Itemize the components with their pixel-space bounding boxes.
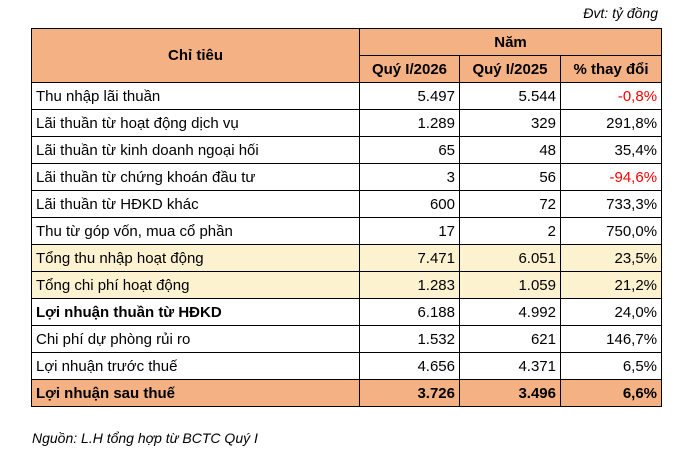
row-q1-2026: 7.471: [360, 245, 460, 272]
row-q1-2025: 56: [460, 164, 561, 191]
row-q1-2026: 600: [360, 191, 460, 218]
row-label: Thu nhập lãi thuần: [32, 83, 360, 110]
table-row: [32, 164, 662, 191]
table-row: [32, 299, 662, 326]
row-q1-2025: 48: [460, 137, 561, 164]
row-label: Lãi thuần từ HĐKD khác: [32, 191, 360, 218]
row-q1-2025: 3.496: [460, 380, 561, 407]
row-change: 750,0%: [561, 218, 662, 245]
table-row-highlight: [32, 272, 662, 299]
row-q1-2026: 6.188: [360, 299, 460, 326]
table-row: [32, 326, 662, 353]
row-q1-2025: 4.371: [460, 353, 561, 380]
row-q1-2026: 5.497: [360, 83, 460, 110]
row-q1-2025: 4.992: [460, 299, 561, 326]
row-q1-2025: 329: [460, 110, 561, 137]
row-q1-2026: 17: [360, 218, 460, 245]
row-q1-2025: 621: [460, 326, 561, 353]
table-row: [32, 218, 662, 245]
header-q1-2025: Quý I/2025: [460, 56, 561, 83]
header-year-group: Năm: [360, 29, 662, 56]
row-label: Tổng thu nhập hoạt động: [32, 245, 360, 272]
row-q1-2025: 72: [460, 191, 561, 218]
table-row-total: [32, 380, 662, 407]
row-q1-2025: 5.544: [460, 83, 561, 110]
row-change: 146,7%: [561, 326, 662, 353]
row-q1-2025: 1.059: [460, 272, 561, 299]
row-label: Lãi thuần từ chứng khoán đầu tư: [32, 164, 360, 191]
row-q1-2026: 1.289: [360, 110, 460, 137]
table-row: [32, 110, 662, 137]
row-label: Lãi thuần từ kinh doanh ngoại hối: [32, 137, 360, 164]
row-change: 24,0%: [561, 299, 662, 326]
header-indicator: Chỉ tiêu: [32, 29, 360, 83]
row-q1-2026: 3: [360, 164, 460, 191]
table-row: [32, 83, 662, 110]
row-label: Lợi nhuận thuần từ HĐKD: [32, 299, 360, 326]
row-q1-2026: 3.726: [360, 380, 460, 407]
table-row: [32, 353, 662, 380]
row-change: -0,8%: [561, 83, 662, 110]
row-q1-2026: 1.532: [360, 326, 460, 353]
row-label: Lãi thuần từ hoạt động dịch vụ: [32, 110, 360, 137]
source-note: Nguồn: L.H tổng hợp từ BCTC Quý I: [32, 430, 258, 446]
row-label: Chi phí dự phòng rủi ro: [32, 326, 360, 353]
row-q1-2025: 6.051: [460, 245, 561, 272]
row-change: 733,3%: [561, 191, 662, 218]
row-label: Thu từ góp vốn, mua cổ phần: [32, 218, 360, 245]
row-label: Tổng chi phí hoạt động: [32, 272, 360, 299]
row-change: 23,5%: [561, 245, 662, 272]
table-row-highlight: [32, 245, 662, 272]
row-q1-2026: 4.656: [360, 353, 460, 380]
header-change: % thay đổi: [561, 56, 662, 83]
row-change: 291,8%: [561, 110, 662, 137]
row-q1-2025: 2: [460, 218, 561, 245]
row-label: Lợi nhuận trước thuế: [32, 353, 360, 380]
row-change: -94,6%: [561, 164, 662, 191]
table-row: [32, 137, 662, 164]
row-q1-2026: 65: [360, 137, 460, 164]
financial-table: [31, 28, 662, 407]
row-label: Lợi nhuận sau thuế: [32, 380, 360, 407]
header-q1-2026: Quý I/2026: [360, 56, 460, 83]
row-change: 21,2%: [561, 272, 662, 299]
row-q1-2026: 1.283: [360, 272, 460, 299]
row-change: 6,6%: [561, 380, 662, 407]
row-change: 35,4%: [561, 137, 662, 164]
row-change: 6,5%: [561, 353, 662, 380]
table-row: [32, 191, 662, 218]
unit-note: Đvt: tỷ đồng: [583, 5, 658, 21]
